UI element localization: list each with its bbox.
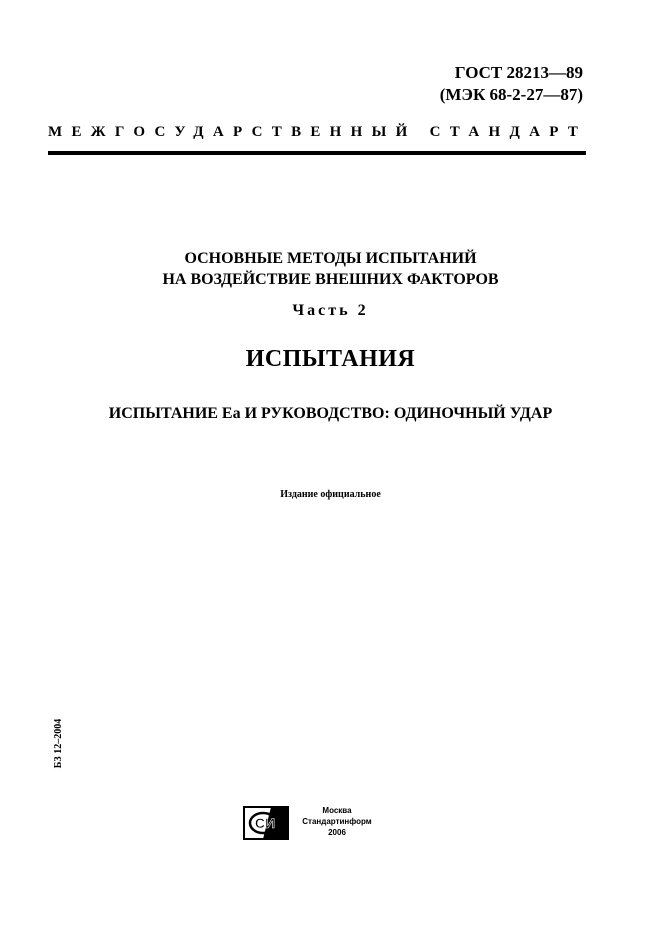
banner-rule	[48, 151, 586, 155]
title-line-1: ОСНОВНЫЕ МЕТОДЫ ИСПЫТАНИЙ	[184, 250, 477, 267]
publisher-city: Москва	[322, 806, 352, 815]
iec-reference: (МЭК 68-2-27—87)	[439, 85, 583, 104]
side-note: БЗ 12–2004	[53, 718, 65, 769]
main-heading: ИСПЫТАНИЯ	[245, 346, 416, 372]
title-line-2: НА ВОЗДЕЙСТВИЕ ВНЕШНИХ ФАКТОРОВ	[162, 271, 499, 288]
publisher-logo-icon	[243, 806, 289, 840]
logo-lettering: СИ	[254, 815, 276, 831]
standard-designation	[440, 62, 583, 106]
document-title	[0, 248, 661, 290]
publisher-name: Стандартинформ	[302, 817, 372, 826]
standard-banner: МЕЖГОСУДАРСТВЕННЫЙ СТАНДАРТ	[48, 124, 588, 140]
subtitle: ИСПЫТАНИЕ Еа И РУКОВОДСТВО: ОДИНОЧНЫЙ УДАР	[108, 405, 553, 422]
edition-note: Издание официальное	[280, 489, 381, 500]
part-label: Часть 2	[292, 302, 369, 319]
publisher-block	[292, 805, 382, 838]
publisher-year: 2006	[328, 828, 346, 837]
standard-number: ГОСТ 28213—89	[454, 63, 583, 82]
